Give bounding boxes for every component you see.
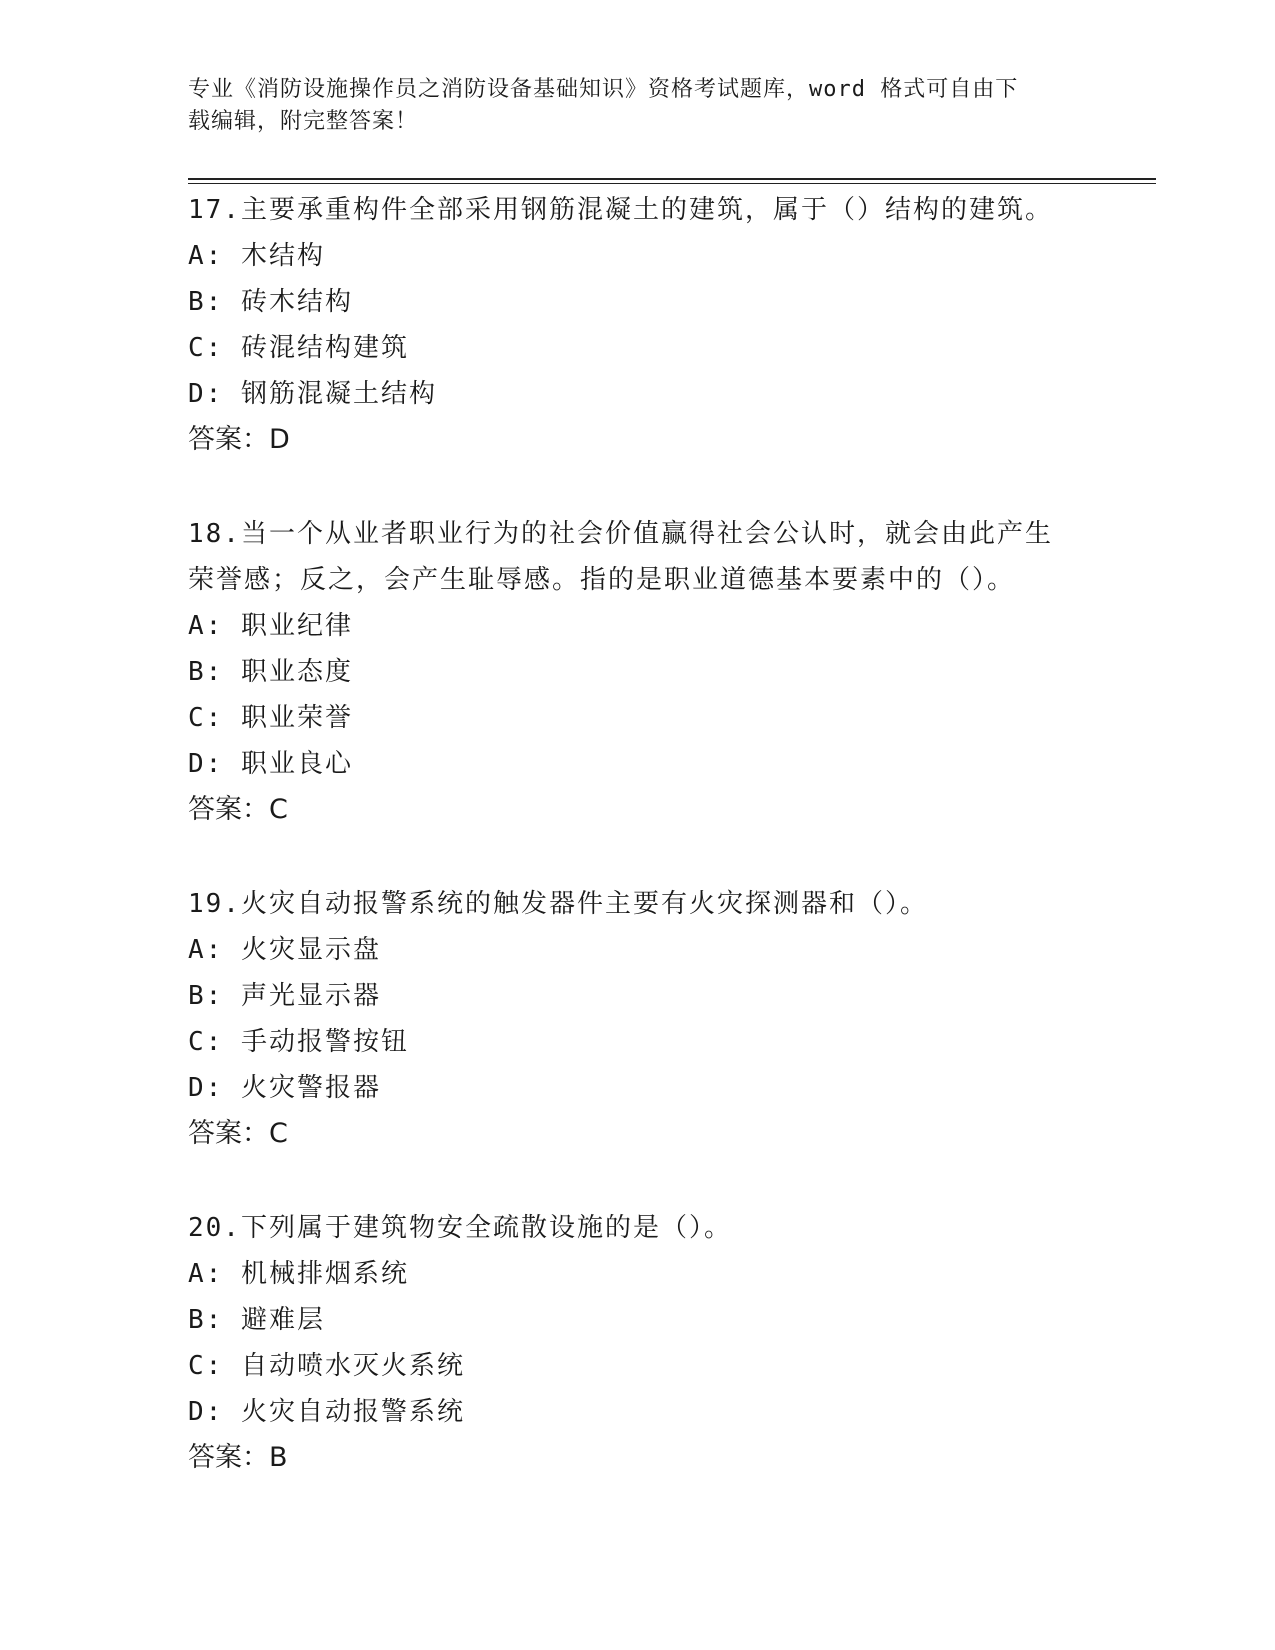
option-a: A: 火灾显示盘 (188, 935, 381, 965)
option-d: D: 火灾自动报警系统 (188, 1397, 465, 1427)
option-c: C: 自动喷水灭火系统 (188, 1351, 465, 1381)
option-a: A: 木结构 (188, 241, 325, 271)
header-divider-thick (188, 178, 1156, 180)
answer: 答案：D (188, 424, 290, 455)
question-stem-continued: 荣誉感；反之，会产生耻辱感。指的是职业道德基本要素中的（）。 (188, 565, 1016, 595)
question-19 (188, 881, 1088, 1157)
option-c: C: 砖混结构建筑 (188, 333, 409, 363)
question-18 (188, 511, 1088, 833)
option-d: D: 职业良心 (188, 749, 353, 779)
option-b: B: 职业态度 (188, 657, 353, 687)
header-line-2: 载编辑，附完整答案！ (188, 109, 419, 134)
option-d: D: 火灾警报器 (188, 1073, 381, 1103)
option-a: A: 机械排烟系统 (188, 1259, 409, 1289)
option-b: B: 声光显示器 (188, 981, 381, 1011)
answer: 答案：B (188, 1442, 288, 1473)
question-stem: 20.下列属于建筑物安全疏散设施的是（）。 (188, 1213, 732, 1243)
question-20 (188, 1205, 1088, 1481)
question-stem: 17.主要承重构件全部采用钢筋混凝土的建筑，属于（）结构的建筑。 (188, 195, 1053, 225)
option-b: B: 砖木结构 (188, 287, 353, 317)
document-header (188, 74, 1068, 138)
option-c: C: 职业荣誉 (188, 703, 353, 733)
question-17 (188, 187, 1088, 463)
option-c: C: 手动报警按钮 (188, 1027, 409, 1057)
option-d: D: 钢筋混凝土结构 (188, 379, 437, 409)
option-b: B: 避难层 (188, 1305, 325, 1335)
header-divider-thin (188, 183, 1156, 184)
header-line-1: 专业《消防设施操作员之消防设备基础知识》资格考试题库，word 格式可自由下 (188, 77, 1019, 102)
answer: 答案：C (188, 1118, 288, 1149)
question-list (188, 187, 1088, 1529)
question-stem: 18.当一个从业者职业行为的社会价值赢得社会公认时，就会由此产生 (188, 519, 1053, 549)
question-stem: 19.火灾自动报警系统的触发器件主要有火灾探测器和（）。 (188, 889, 928, 919)
answer: 答案：C (188, 794, 288, 825)
option-a: A: 职业纪律 (188, 611, 353, 641)
